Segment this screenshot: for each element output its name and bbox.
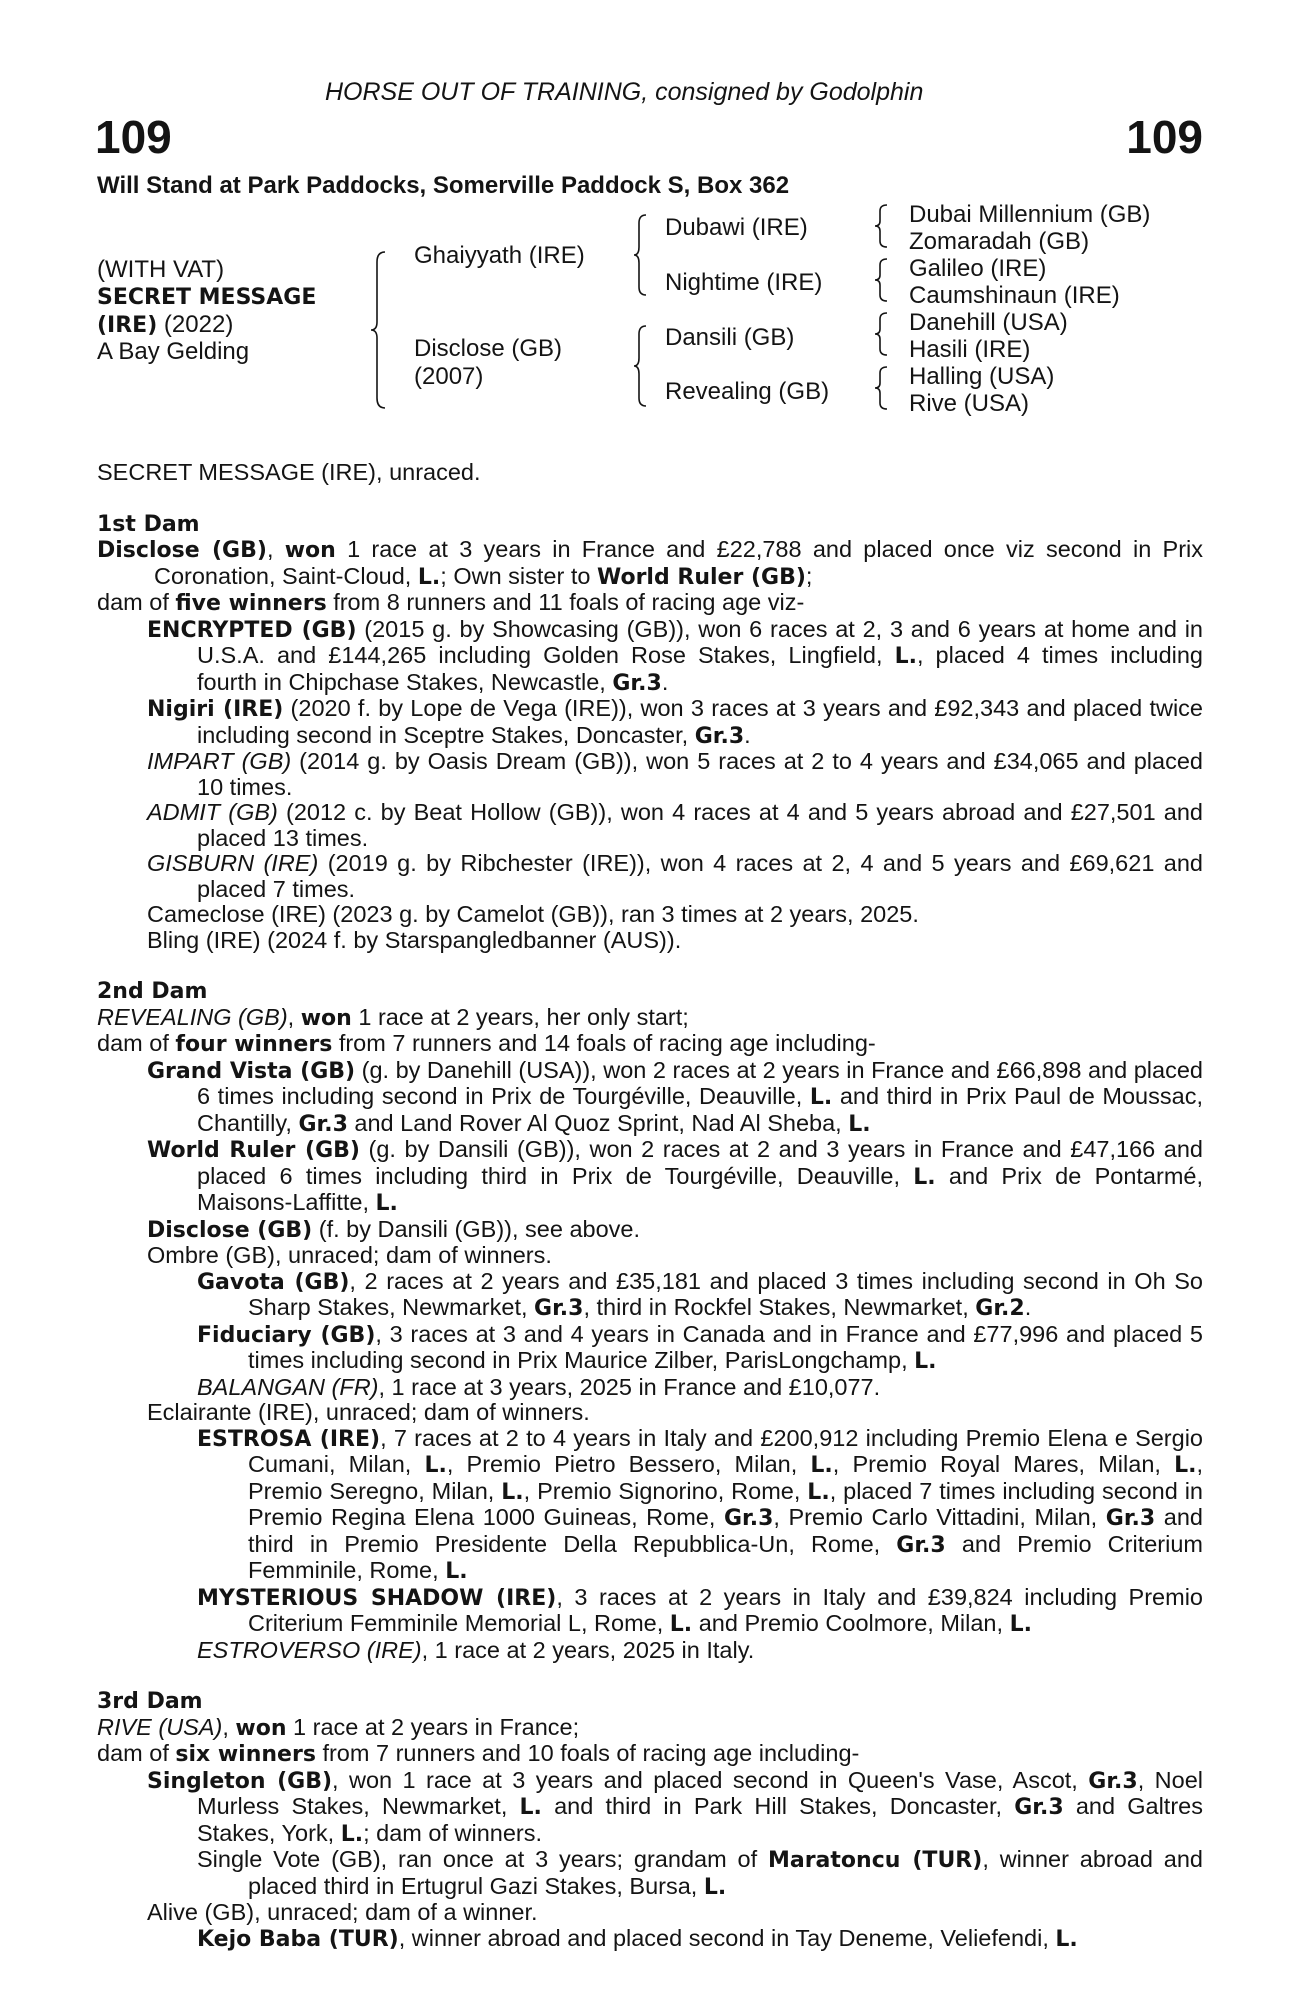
produce-disclose: Disclose (GB) (f. by Dansili (GB)), see above. [147, 1215, 641, 1243]
bracket-g2 [875, 257, 891, 303]
produce-eclairante: Eclairante (IRE), unraced; dam of winners. [147, 1399, 590, 1425]
first-dam-record: Disclose (GB), won 1 race at 3 years in France and £22,788 and placed once viz second in Prix Coronation, Saint-Cloud, L.; Own sister to World Ruler (GB); [97, 536, 1203, 590]
third-dam-record: RIVE (USA), won 1 race at 2 years in France; [97, 1713, 580, 1741]
produce-estrosa: ESTROSA (IRE), 7 races at 2 to 4 years in Italy and £200,912 including Premio Elena e Sergio Cumani, Milan, L., Premio Pietro Bessero, Milan, L., Premio Royal Mares, Milan, L., Premio Seregno, Milan, L., Premio Signorino, Rome, L., placed 7 times including second in Premio Regina Elena 1000 Guineas, Rome, Gr.3, Premio Carlo Vittadini, Milan, Gr.3 and third in Premio Presidente Della Repubblica-Un, Rome, Gr.3 and Premio Criterium Femminile, Rome, L. [197, 1424, 1203, 1584]
granddam-line-3: Galileo (IRE) [909, 255, 1047, 282]
bracket-dam [634, 324, 650, 408]
granddam-line-1: Dubai Millennium (GB) [909, 201, 1151, 228]
produce-ombre: Ombre (GB), unraced; dam of winners. [147, 1242, 552, 1268]
produce-gisburn: GISBURN (IRE) (2019 g. by Ribchester (IRE)), won 4 races at 2, 4 and 5 years and £69,621 and placed 7 times. [147, 850, 1203, 902]
produce-singleton: Singleton (GB), won 1 race at 3 years and placed second in Queen's Vase, Ascot, Gr.3, Noel Murless Stakes, Newmarket, L. and third in Park Hill Stakes, Doncaster, Gr.3 and Galtres Stakes, York, L.; dam of winners. [147, 1766, 1203, 1847]
granddam-line-6: Hasili (IRE) [909, 336, 1031, 363]
sire-sire: Dubawi (IRE) [665, 214, 808, 241]
granddam-line-2: Zomaradah (GB) [909, 228, 1090, 255]
vat-note: (WITH VAT) [97, 256, 225, 283]
bracket-g4 [875, 365, 891, 411]
produce-kejo-baba: Kejo Baba (TUR), winner abroad and placed second in Tay Deneme, Veliefendi, L. [197, 1924, 1078, 1952]
sire-dam: Nightime (IRE) [665, 269, 823, 296]
produce-estroverso: ESTROVERSO (IRE), 1 race at 2 years, 2025 in Italy. [197, 1636, 755, 1663]
horse-name: SECRET MESSAGE [97, 285, 317, 310]
first-dam-produce-summary: dam of five winners from 8 runners and 11 foals of racing age viz- [97, 589, 805, 616]
produce-nigiri: Nigiri (IRE) (2020 f. by Lope de Vega (IRE)), won 3 races at 3 years and £92,343 and placed twice including second in Sceptre Stakes, Doncaster, Gr.3. [147, 695, 1204, 749]
horse-description: A Bay Gelding [97, 338, 250, 365]
produce-fiduciary: Fiduciary (GB), 3 races at 3 and 4 years in Canada and in France and £77,996 and placed 5 times including second in Prix Maurice Zilber, ParisLongchamp, L. [197, 1320, 1203, 1374]
second-dam-produce-summary: dam of four winners from 7 runners and 14 foals of racing age including- [97, 1030, 876, 1057]
produce-world-ruler: World Ruler (GB) (g. by Dansili (GB)), won 2 races at 2 and 3 years in France and £47,166 and placed 6 times including third in Prix de Tourgéville, Deauville, L. and Prix de Pontarmé, Maisons-Laffitte, L. [147, 1136, 1203, 1216]
bracket-sire [634, 213, 650, 297]
produce-encrypted: ENCRYPTED (GB) (2015 g. by Showcasing (GB)), won 6 races at 2, 3 and 6 years at home and in U.S.A. and £144,265 including Golden Rose Stakes, Lingfield, L., placed 4 times including fourth in Chipchase Stakes, Newcastle, Gr.3. [147, 615, 1203, 696]
page-header-title: HORSE OUT OF TRAINING, consigned by Godolphin [325, 78, 924, 106]
granddam-line-8: Rive (USA) [909, 390, 1030, 417]
produce-admit: ADMIT (GB) (2012 c. by Beat Hollow (GB)), won 4 races at 4 and 5 years abroad and £27,501 and placed 13 times. [147, 799, 1203, 851]
dam-sire: Dansili (GB) [665, 324, 795, 351]
first-dam-heading: 1st Dam [97, 511, 200, 537]
second-dam-heading: 2nd Dam [97, 979, 208, 1004]
bracket-g3 [875, 311, 891, 357]
horse-origin-year: (IRE) (2022) [97, 311, 234, 338]
produce-grand-vista: Grand Vista (GB) (g. by Danehill (USA)), won 2 races at 2 years in France and £66,898 and placed 6 times including second in Prix de Tourgéville, Deauville, L. and third in Prix Paul de Moussac, Chantilly, Gr.3 and Land Rover Al Quoz Sprint, Nad Al Sheba, L. [147, 1056, 1203, 1137]
dam: Disclose (GB) [414, 335, 563, 362]
produce-alive: Alive (GB), unraced; dam of a winner. [147, 1899, 538, 1925]
stand-location: Will Stand at Park Paddocks, Somerville Paddock S, Box 362 [97, 172, 790, 199]
produce-impart: IMPART (GB) (2014 g. by Oasis Dream (GB)), won 5 races at 2 to 4 years and £34,065 and placed 10 times. [147, 748, 1203, 800]
bracket-g1 [875, 203, 891, 249]
lot-number-left: 109 [95, 111, 172, 163]
granddam-line-7: Halling (USA) [909, 363, 1055, 390]
granddam-line-5: Danehill (USA) [909, 309, 1068, 336]
second-dam-record: REVEALING (GB), won 1 race at 2 years, her only start; [97, 1003, 689, 1031]
dam-dam: Revealing (GB) [665, 378, 830, 405]
lot-number-right: 109 [1126, 111, 1203, 163]
bracket-main [371, 250, 391, 410]
sire: Ghaiyyath (IRE) [414, 242, 585, 269]
dam-year: (2007) [414, 363, 484, 390]
summary-line: SECRET MESSAGE (IRE), unraced. [97, 459, 481, 485]
produce-bling: Bling (IRE) (2024 f. by Starspangledbanner (AUS)). [147, 926, 682, 953]
catalogue-page-body [97, 460, 1203, 1952]
produce-mysterious-shadow: MYSTERIOUS SHADOW (IRE), 3 races at 2 years in Italy and £39,824 including Premio Criterium Femminile Memorial L, Rome, L. and Premio Coolmore, Milan, L. [197, 1583, 1203, 1637]
produce-single-vote: Single Vote (GB), ran once at 3 years; grandam of Maratoncu (TUR), winner abroad and placed third in Ertugrul Gazi Stakes, Bursa, L. [197, 1846, 1204, 1900]
third-dam-heading: 3rd Dam [97, 1689, 203, 1714]
produce-cameclose: Cameclose (IRE) (2023 g. by Camelot (GB)), ran 3 times at 2 years, 2025. [147, 901, 919, 927]
produce-balangan: BALANGAN (FR), 1 race at 3 years, 2025 in France and £10,077. [197, 1373, 881, 1400]
third-dam-produce-summary: dam of six winners from 7 runners and 10 foals of racing age including- [97, 1740, 860, 1767]
granddam-line-4: Caumshinaun (IRE) [909, 282, 1120, 309]
produce-gavota: Gavota (GB), 2 races at 2 years and £35,181 and placed 3 times including second in Oh So Sharp Stakes, Newmarket, Gr.3, third in Rockfel Stakes, Newmarket, Gr.2. [197, 1267, 1203, 1321]
